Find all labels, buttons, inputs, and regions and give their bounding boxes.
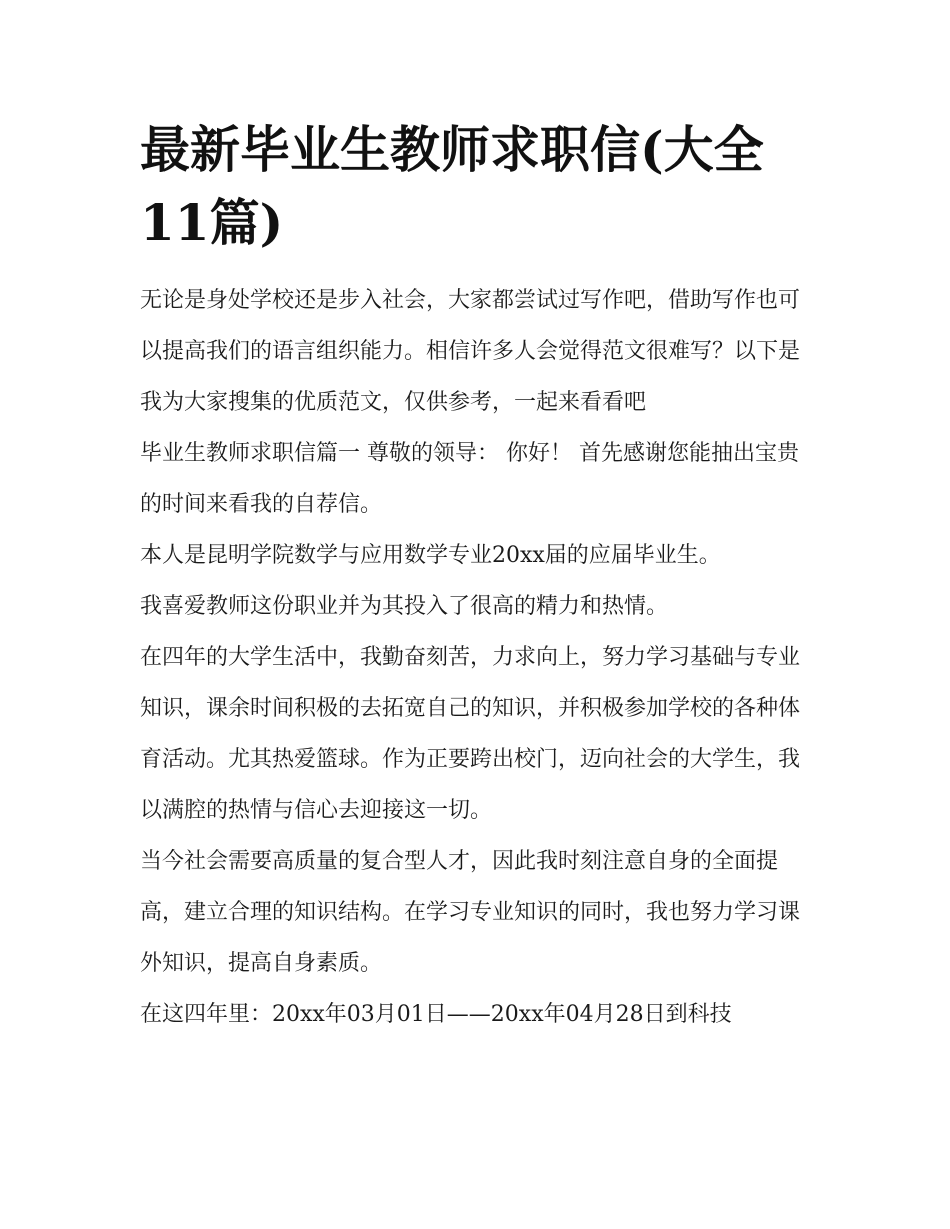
paragraph-passion: 我喜爱教师这份职业并为其投入了很高的精力和热情。 (140, 594, 669, 619)
paragraph-self-intro: 本人是昆明学院数学与应用数学专业20xx届的应届毕业生。 (140, 543, 721, 568)
document-body (140, 275, 820, 1040)
document-title: 最新毕业生教师求职信(大全11篇) (140, 120, 764, 252)
paragraph-intro: 无论是身处学校还是步入社会，大家都尝试过写作吧，借助写作也可以提高我们的语言组织能力。相信许多人会觉得范文很难写？以下是我为大家搜集的优质范文，仅供参考，一起来看看吧 (140, 288, 801, 415)
paragraph-university-life: 在四年的大学生活中，我勤奋刻苦，力求向上，努力学习基础与专业知识，课余时间积极的去拓宽自己的知识，并积极参加学校的各种体育活动。尤其热爱篮球。作为正要跨出校门，迈向社会的大学生，我以满腔的热情与信心去迎接这一切。 (140, 645, 801, 823)
paragraph-four-years: 在这四年里：20xx年03月01日——20xx年04月28日到科技 (140, 1002, 732, 1027)
paragraph-society-needs: 当今社会需要高质量的复合型人才，因此我时刻注意自身的全面提高，建立合理的知识结构。在学习专业知识的同时，我也努力学习课外知识，提高自身素质。 (140, 849, 801, 976)
paragraph-greeting: 毕业生教师求职信篇一 尊敬的领导： 你好！ 首先感谢您能抽出宝贵的时间来看我的自荐信。 (140, 441, 799, 517)
